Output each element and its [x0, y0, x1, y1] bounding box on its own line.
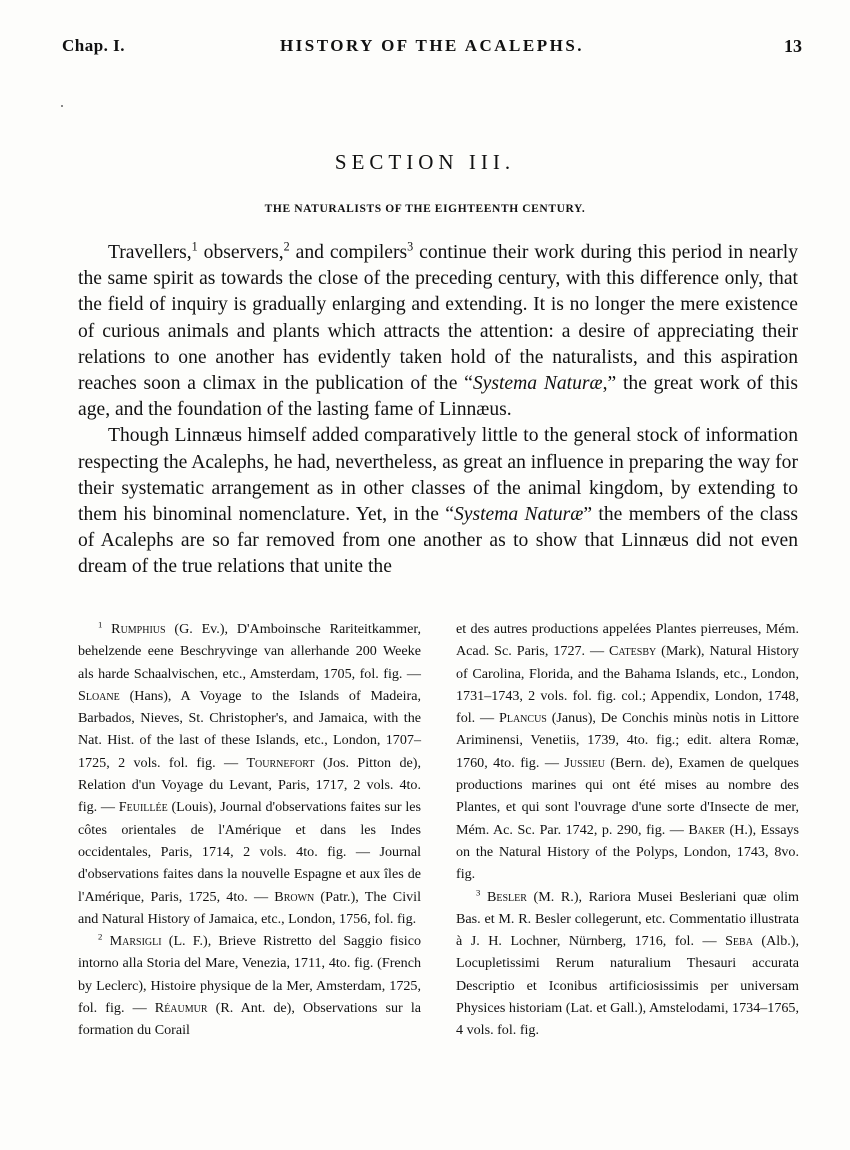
footnote-3 — [456, 886, 799, 1042]
text-run: (Hans), A Voyage to the Islands of Madeira, Barbados, Nieves, St. Christopher's, and Jamaica, with the Nat. Hist. of the last of these Islands, etc., London, 1707–1725, 2 vols. fol. fig. — — [78, 687, 421, 771]
author-name: Réaumur — [154, 1000, 208, 1017]
author-name: Plancus — [499, 710, 547, 727]
page-number: 13 — [784, 36, 802, 56]
text-run: (M. R.), Rariora Musei Besleriani quæ olim Bas. et M. R. Besler collegerunt, etc. Commentatio illustrata à J. H. Lochner, Nürnberg, 1716, fol. — — [456, 888, 799, 950]
author-name: Seba — [725, 933, 753, 950]
print-speck — [61, 105, 63, 107]
text-run: Though Linnæus himself added comparatively little to the general stock of information respecting the Acalephs, he had, nevertheless, as great an influence in preparing the way for their systematic arrangement as in other classes of the animal kingdom, by extending to them his binominal nomenclature. Yet, in the “ — [78, 425, 798, 526]
body-text — [78, 240, 798, 581]
text-run: (Patr.), The Civil and Natural History of Jamaica, etc., London, 1756, fol. fig. — [78, 888, 422, 927]
text-run: (L. F.), Brieve Ristretto del Saggio fisico intorno alla Storia del Mare, Venezia, 1711, 4to. fig. (French by Leclerc), Histoire physique de la Mer, Amsterdam, 1725, fol. fig. — — [78, 933, 421, 1017]
italic-title: Systema Naturæ — [472, 373, 603, 395]
footnote-column-left — [78, 618, 421, 1042]
italic-title: Systema Naturæ — [453, 504, 584, 526]
chapter-label: Chap. I. — [62, 36, 126, 55]
footnote-ref-1: 1 — [191, 239, 198, 254]
footnotes — [72, 618, 802, 1118]
section-subheading: THE NATURALISTS OF THE EIGHTEENTH CENTURY. — [264, 203, 586, 215]
author-name: Feuillée — [118, 799, 168, 816]
author-name: Tournefort — [246, 754, 315, 771]
text-run: (Bern. de), Examen de quelques productions marines qui ont été mises au nombre des Plantes, et qui sont l'ouvrage d'une sorte d'Insecte de mer, Mém. Ac. Sc. Par. 1742, p. 290, fig. — — [456, 754, 799, 838]
author-name: Catesby — [609, 643, 657, 660]
footnote-ref-2: 2 — [283, 239, 290, 254]
footnote-1 — [78, 618, 421, 930]
author-name: Marsigli — [109, 933, 162, 950]
footnote-marker: 3 — [476, 886, 481, 897]
footnote-marker: 2 — [98, 931, 103, 942]
author-name: Jussieu — [564, 754, 605, 771]
text-run: (Alb.), Locupletissimi Rerum naturalium Thesauri accurata Descriptio et Iconibus artificiosissimis per universam Physices historiam (Lat. et Gall.), Amstelodami, 1734–1765, 4 vols. fol. fig. — [456, 933, 799, 1039]
section-heading: SECTION III. — [334, 150, 516, 174]
author-name: Besler — [486, 888, 527, 905]
text-run: (H.), Essays on the Natural History of the Polyps, London, 1743, 8vo. fig. — [456, 821, 800, 883]
footnote-ref-3: 3 — [407, 239, 414, 254]
text-run: ,” the great work of this age, and the foundation of the lasting fame of Linnæus. — [78, 373, 798, 421]
footnote-2 — [78, 930, 421, 1041]
text-run: continue their work during this period in nearly the same spirit as towards the close of the preceding century, with this difference only, that the field of inquiry is gradually enlarging and extending. It is no longer the mere existence of curious animals and plants which attracts the attention: a desire of appreciating their relations to one another has evidently taken hold of the naturalists, and this aspiration reaches soon a climax in the publication of the “ — [78, 242, 798, 395]
text-run: ” the members of the class of Acalephs are so far removed from one another as to show that Linnæus did not even dream of the true relations that unite the — [78, 504, 798, 578]
text-run: observers, — [197, 242, 284, 263]
text-run: (Janus), De Conchis minùs notis in Littore Ariminensi, Venetiis, 1739, 4to. fig.; edit. altera Romæ, 1760, 4to. fig. — — [456, 710, 799, 771]
text-run: (Jos. Pitton de), Relation d'un Voyage du Levant, Paris, 1717, 2 vols. 4to. fig. — — [78, 754, 421, 816]
footnote-marker: 1 — [98, 619, 103, 630]
running-title: HISTORY OF THE ACALEPHS. — [279, 36, 585, 55]
footnote-2-continued — [456, 618, 799, 886]
paragraph-1 — [78, 240, 798, 423]
text-run: (Mark), Natural History of Carolina, Florida, and the Bahama Islands, etc., London, 1731–1743, 2 vols. fol. fig. col.; Appendix, London, 1748, fol. — — [456, 643, 799, 727]
text-run: (Louis), Journal d'observations faites sur les côtes orientales de l'Amérique et dans les Indes occidentales, Paris, 1714, 2 vols. 4to. fig. — Journal d'observations faites dans la nouvelle Espagne et aux îles de l'Amérique, Paris, 1725, 4to. — — [78, 799, 421, 905]
text-run: (G. Ev.), D'Amboinsche Rariteitkammer, behelzende eene Beschryvinge van allerhande 200 Weeke als harde Schaalvischen, etc., Amsterdam, 1705, fol. fig. — — [78, 621, 421, 682]
text-run: and compilers — [289, 242, 408, 263]
footnote-column-right — [456, 618, 799, 1042]
author-name: Sloane — [78, 687, 120, 704]
author-name: Rumphius — [111, 621, 166, 637]
running-head — [62, 36, 802, 64]
text-run: et des autres productions appelées Plantes pierreuses, Mém. Acad. Sc. Paris, 1727. — — [456, 621, 799, 660]
author-name: Brown — [274, 888, 315, 905]
text-run: (R. Ant. de), Observations sur la formation du Corail — [78, 1000, 421, 1039]
text-run: Travellers, — [108, 242, 192, 263]
author-name: Baker — [688, 821, 726, 838]
paragraph-2 — [78, 423, 798, 580]
